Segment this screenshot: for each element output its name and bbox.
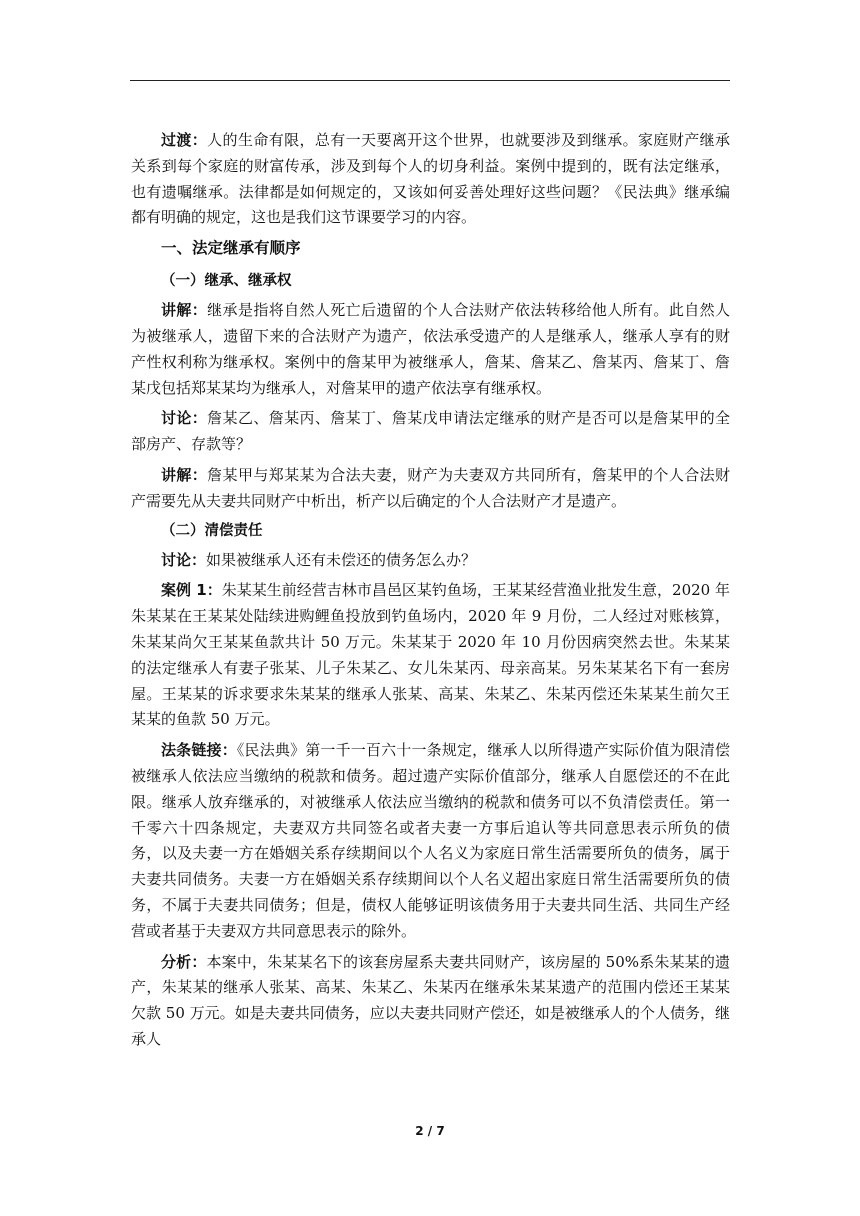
page-number: 2 / 7	[415, 1124, 445, 1138]
paragraph-text: 继承是指将自然人死亡后遗留的个人合法财产依法转移给他人所有。此自然人为被继承人，遗留下来的合法财产为遗产，依法承受遗产的人是继承人，继承人享有的财产性权利称为继承权。案例中的詹某甲为被继承人，詹某、詹某乙、詹某丙、詹某丁、詹某戊包括郑某某均为继承人，对詹某甲的遗产依法享有继承权。	[131, 301, 730, 397]
paragraph-text: 詹某甲与郑某某为合法夫妻，财产为夫妻双方共同所有，詹某甲的个人合法财产需要先从夫妻共同财产中析出，析产以后确定的个人合法财产才是遗产。	[131, 465, 730, 510]
subsection-heading-liability: （二）清偿责任	[161, 522, 263, 539]
case-paragraph	[131, 578, 730, 733]
paragraph-text: 本案中，朱某某名下的该套房屋系夫妻共同财产，该房屋的 50%系朱某某的遗产，朱某某的继承人张某、高某、朱某乙、朱某丙在继承朱某某遗产的范围内偿还王某某欠款 50 万元。如是夫妻共同债务，应以夫妻共同财产偿还，如是被继承人的个人债务，继承人	[131, 952, 730, 1048]
paragraph-label: 过渡：	[161, 131, 208, 149]
explanation-paragraph	[131, 463, 730, 515]
discussion-paragraph	[131, 406, 730, 458]
explanation-paragraph	[131, 298, 730, 401]
paragraph-label: 案例 1：	[161, 581, 222, 600]
discussion-paragraph	[131, 548, 730, 574]
paragraph-label: 讲解：	[161, 465, 208, 484]
paragraph-label: 讨论：	[161, 409, 208, 428]
paragraph-text: 朱某某生前经营吉林市昌邑区某钓鱼场，王某某经营渔业批发生意，2020 年朱某某在王某某处陆续进购鲤鱼投放到钓鱼场内，2020 年 9 月份，二人经过对账核算，朱某某尚欠王某某鱼款共计 50 万元。朱某某于 2020 年 10 月份因病突然去世。朱某某的法定继承人有妻子张某、儿子朱某乙、女儿朱某丙、母亲高某。另朱某某名下有一套房屋。王某某的诉求要求朱某某的继承人张某、高某、朱某乙、朱某丙偿还朱某某生前欠王某某的鱼款 50 万元。	[131, 581, 730, 729]
paragraph-label: 讲解：	[161, 301, 208, 320]
paragraph-label: 分析：	[161, 952, 207, 971]
section-heading-1: 一、法定继承有顺序	[161, 239, 301, 258]
subsection-heading-inheritance: （一）继承、继承权	[161, 273, 292, 290]
paragraph-text: 《民法典》第一千一百六十一条规定，继承人以所得遗产实际价值为限清偿被继承人依法应当缴纳的税款和债务。超过遗产实际价值部分，继承人自愿偿还的不在此限。继承人放弃继承的，对被继承人依法应当缴纳的税款和债务可以不负清偿责任。第一千零六十四条规定，夫妻双方共同签名或者夫妻一方事后追认等共同意思表示所负的债务，以及夫妻一方在婚姻关系存续期间以个人名义为家庭日常生活需要所负的债务，属于夫妻共同债务。夫妻一方在婚姻关系存续期间以个人名义超出家庭日常生活需要所负的债务，不属于夫妻共同债务；但是，债权人能够证明该债务用于夫妻共同生活、共同生产经营或者基于夫妻双方共同意思表示的除外。	[131, 741, 730, 940]
paragraph-text: 人的生命有限，总有一天要离开这个世界，也就要涉及到继承。家庭财产继承关系到每个家庭的财富传承，涉及到每个人的切身利益。案例中提到的，既有法定继承，也有遗嘱继承。法律都是如何规定的，又该如何妥善处理好这些问题？《民法典》继承编都有明确的规定，这也是我们这节课要学习的内容。	[131, 131, 730, 227]
paragraph-label: 讨论：	[161, 550, 207, 569]
transition-paragraph	[131, 128, 730, 231]
paragraph-text: 如果被继承人还有未偿还的债务怎么办？	[206, 550, 477, 569]
paragraph-text: 詹某乙、詹某丙、詹某丁、詹某戊申请法定继承的财产是否可以是詹某甲的全部房产、存款等？	[131, 409, 730, 454]
paragraph-label: 法条链接：	[161, 741, 237, 760]
analysis-paragraph	[131, 950, 730, 1053]
document-body	[131, 128, 730, 1053]
header-rule	[130, 80, 730, 81]
law-link-paragraph	[131, 738, 730, 944]
